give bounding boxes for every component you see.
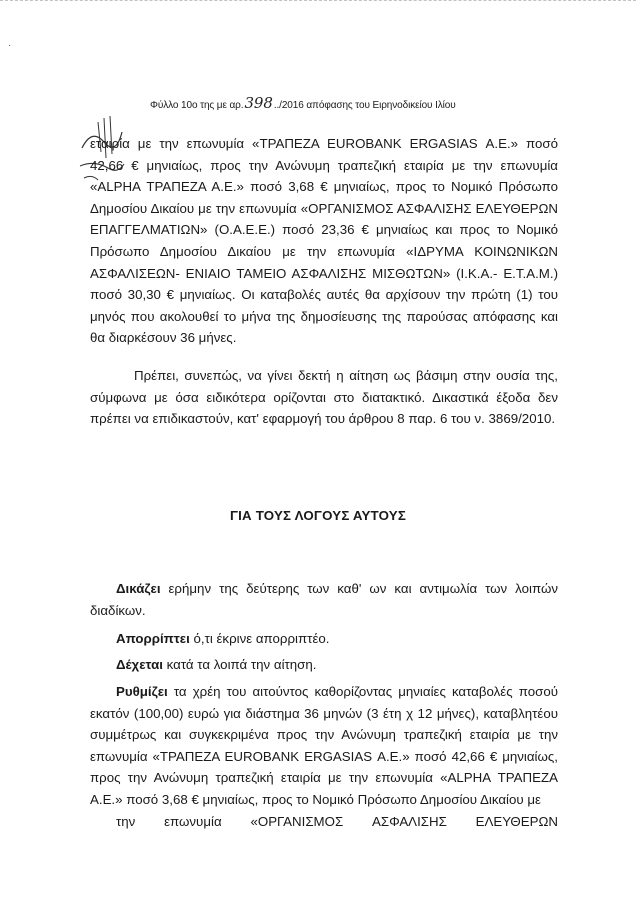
paragraph-1 [90, 133, 558, 349]
verdict-item-dechetai [90, 654, 558, 676]
scan-edge-line [0, 0, 636, 5]
verdict-item-rythmizei [90, 681, 558, 832]
verdict-keyword: Απορρίπτει [116, 631, 190, 646]
last-line-word: την [116, 813, 136, 829]
last-line-word: ΑΣΦΑΛΙΣΗΣ [372, 813, 447, 829]
verdict-text: ό,τι έκρινε απορριπτέο. [189, 631, 330, 646]
verdict-text: ερήμην της δεύτερης των καθ' ων και αντιμωλία των λοιπών διαδίκων. [90, 581, 558, 618]
verdict-text: κατά τα λοιπά την αίτηση. [162, 657, 317, 672]
verdict-keyword: Ρυθμίζει [116, 684, 168, 699]
scan-mark: · [8, 40, 12, 51]
verdict-item-aporriptei [90, 628, 558, 650]
paragraph-1-text: εταιρία με την επωνυμία «ΤΡΑΠΕΖΑ EUROBANK ERGASIAS Α.Ε.» ποσό 42,66 € μηνιαίως, προς την Ανώνυμη τραπεζική εταιρία με την επωνυμία «ALPHA ΤΡΑΠΕΖΑ Α.Ε.» ποσό 3,68 € μηνιαίως, προς το Νομικό Πρόσωπο Δημοσίου Δικαίου με την επωνυμία «ΟΡΓΑΝΙΣΜΟΣ ΑΣΦΑΛΙΣΗΣ ΕΛΕΥΘΕΡΩΝ ΕΠΑΓΓΕΛΜΑΤΙΩΝ» (Ο.Α.Ε.Ε.) ποσό 23,36 € μηνιαίως και προς το Νομικό Πρόσωπο Δημοσίου Δικαίου με την επωνυμία «ΙΔΡΥΜΑ ΚΟΙΝΩΝΙΚΩΝ ΑΣΦΑΛΙΣΕΩΝ- ΕΝΙΑΙΟ ΤΑΜΕΙΟ ΑΣΦΑΛΙΣΗΣ ΜΙΣΘΩΤΩΝ» (Ι.Κ.Α.- Ε.Τ.Α.Μ.) ποσό 30,30 € μηνιαίως. Οι καταβολές αυτές θα αρχίσουν την πρώτη (1) του μηνός που ακολουθεί το μήνα της δημοσίευσης της παρούσας απόφασης και θα διαρκέσουν 36 μήνες. [90, 136, 558, 346]
verdict-keyword: Δικάζει [116, 581, 161, 596]
verdict-last-line [90, 811, 558, 833]
verdict-item-dikazei [90, 578, 558, 621]
section-title: ΓΙΑ ΤΟΥΣ ΛΟΓΟΥΣ ΑΥΤΟΥΣ [229, 508, 407, 523]
verdict-text: τα χρέη του αιτούντος καθορίζοντας μηνιαίες καταβολές ποσού εκατόν (100,00) ευρώ για διάστημα 36 μηνών (3 έτη χ 12 μήνες), καταβλητέου συμμέτρως και συγκεκριμένα προς την Ανώνυμη τραπεζική εταιρία με την επωνυμία «ΤΡΑΠΕΖΑ EUROBANK ERGASIAS Α.Ε.» ποσό 42,66 € μηνιαίως, προς την Ανώνυμη τραπεζική εταιρία με την επωνυμία «ALPHA ΤΡΑΠΕΖΑ Α.Ε.» ποσό 3,68 € μηνιαίως, προς το Νομικό Πρόσωπο Δημοσίου Δικαίου με [90, 684, 558, 807]
verdict-keyword: Δέχεται [116, 657, 163, 672]
last-line-word: «ΟΡΓΑΝΙΣΜΟΣ [250, 813, 344, 829]
paragraph-2 [90, 365, 558, 430]
handwritten-decision-number: 398 [244, 94, 273, 112]
last-line-word: επωνυμία [164, 813, 222, 829]
paragraph-2-text: Πρέπει, συνεπώς, να γίνει δεκτή η αίτηση ως βάσιμη στην ουσία της, σύμφωνα με όσα ειδικότερα ορίζονται στο διατακτικό. Δικαστικά έξοδα δεν πρέπει να επιδικαστούν, κατ' εφαρμογή του άρθρου 8 παρ. 6 του ν. 3869/2010. [90, 368, 558, 427]
page-header [150, 94, 510, 112]
last-line-word: ΕΛΕΥΘΕΡΩΝ [475, 813, 558, 829]
header-suffix: ../2016 απόφασης του Ειρηνοδικείου Ιλίου [273, 100, 456, 111]
header-prefix: Φύλλο 10ο της με αρ. [150, 100, 244, 111]
